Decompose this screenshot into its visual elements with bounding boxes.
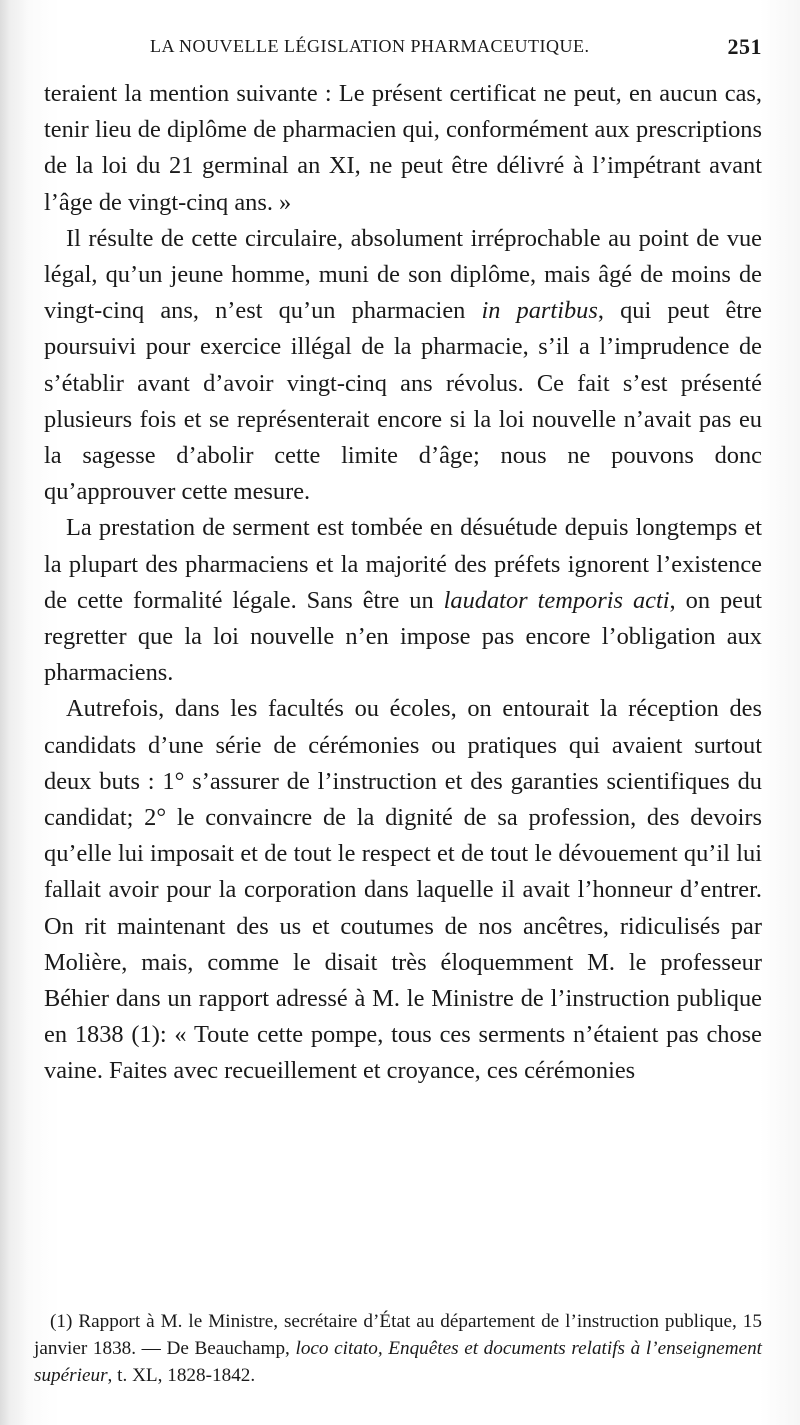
text-run: (1) Rapport à M. le Ministre, secrétaire d’État au département de l’instruction publique, 15 janvier 1838. — De Beauchamp, (34, 1311, 762, 1359)
footnote-block (34, 1308, 762, 1389)
italic-phrase: in partibus (481, 297, 598, 325)
text-run: , on peut regretter que la loi nouvelle n’en impose pas encore l’obligation aux pharmaciens. (44, 586, 762, 687)
paragraph-autrefois (44, 691, 762, 1089)
paragraph-continued (44, 76, 762, 221)
text-run: La prestation de serment est tombée en désuétude depuis longtemps et la plupart des pharmaciens et la majorité des préfets ignorent l’existence de cette formalité légale. Sans être un (44, 514, 762, 614)
running-title: LA NOUVELLE LÉGISLATION PHARMACEUTIQUE. (150, 36, 590, 56)
italic-phrase: loco citato, Enquêtes et documents relatifs à l’enseignement supérieur (34, 1338, 762, 1386)
paragraph-prestation (44, 510, 762, 691)
italic-phrase: laudator temporis acti (443, 586, 670, 614)
body-text (44, 76, 762, 1090)
text-run: Il résulte de cette circulaire, absolument irréprochable au point de vue légal, qu’un jeune homme, muni de son diplôme, mais âgé de moins de vingt-cinq ans, n’est qu’un pharmacien (44, 224, 762, 325)
page-number: 251 (727, 34, 762, 59)
text-run: , qui peut être poursuivi pour exercice illégal de la pharmacie, s’il a l’imprudence de s’établir avant d’avoir vingt-cinq ans révolus. Ce fait s’est présenté plusieurs fois et se représenterait encore si la loi nouvelle n’avait pas eu la sagesse d’abolir cette limite d’âge; nous ne pouvons donc qu’approuver cette mesure. (44, 297, 762, 506)
binding-gutter-shadow (0, 0, 28, 1425)
text-run: teraient la mention suivante : Le présent certificat ne peut, en aucun cas, tenir lieu de diplôme de pharmacien qui, conformément aux prescriptions de la loi du 21 germinal an XI, ne peut être délivré à l’impétrant avant l’âge de vingt-cinq ans. » (44, 80, 762, 216)
text-run: , t. XL, 1828-1842. (107, 1365, 256, 1386)
paragraph-circulaire (44, 221, 762, 511)
running-head (150, 36, 762, 66)
text-run: Autrefois, dans les facultés ou écoles, on entourait la réception des candidats d’une série de cérémonies ou pratiques qui avaient surtout deux buts : 1° s’assurer de l’instruction et des garanties scientifiques du candidat; 2° le convaincre de la dignité de sa profession, des devoirs qu’elle lui imposait et de tout le respect et de tout le dévouement qu’il lui fallait avoir pour la corporation dans laquelle il avait l’honneur d’entrer. On rit maintenant des us et coutumes de nos ancêtres, ridiculisés par Molière, mais, comme le disait très éloquemment M. le professeur Béhier dans un rapport adressé à M. le Ministre de l’instruction publique en 1838 (1): « Toute cette pompe, tous ces serments n’étaient pas chose vaine. Faites avec recueillement et croyance, ces cérémonies (44, 695, 762, 1085)
footnote (34, 1308, 762, 1389)
